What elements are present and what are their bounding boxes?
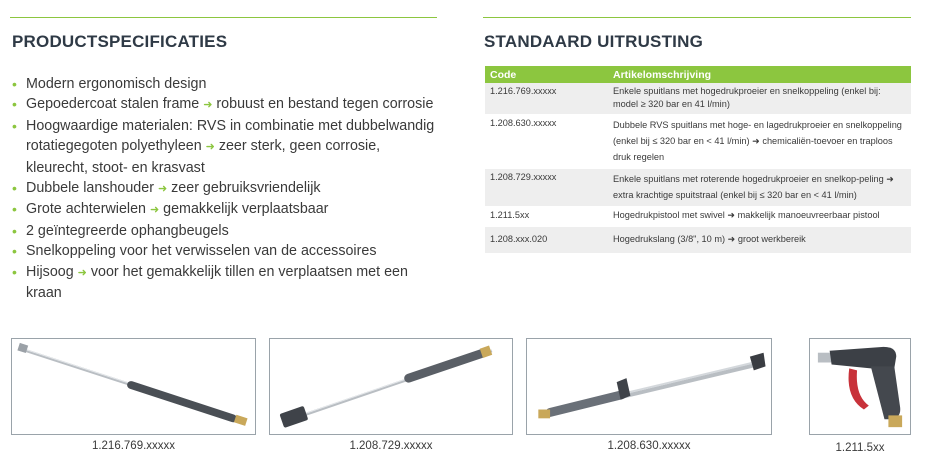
table-row: [485, 83, 911, 115]
spec-item: [12, 241, 442, 261]
column-header-code: Code: [485, 66, 608, 83]
spec-text: Modern ergonomisch design: [26, 76, 207, 92]
table-row: [485, 115, 911, 169]
spec-item: [12, 199, 442, 220]
table-row: [485, 169, 911, 207]
spec-text: Grote achterwielen: [26, 201, 150, 218]
cell-description: Enkele spuitlans met roterende hogedrukproeier en snelkop-peling ➜ extra krachtige spuitstraal (enkel bij ≤ 320 bar en < 41 l/min): [608, 169, 911, 207]
cell-code: 1.208.xxx.020: [485, 226, 608, 253]
spec-text: 2 geïntegreerde ophangbeugels: [26, 222, 229, 239]
cell-description: Hogedrukslang (3/8", 10 m) ➜ groot werkbereik: [608, 226, 911, 253]
arrow-right-icon: ➜: [203, 99, 213, 112]
photo-caption: 1.211.5xx: [835, 442, 885, 454]
arrow-right-icon: ➜: [149, 204, 160, 217]
product-photo-spray-gun: [809, 338, 911, 435]
photo-caption: 1.208.630.xxxxx: [607, 440, 691, 452]
arrow-right-icon: ➜: [77, 266, 87, 279]
cell-description: Enkele spuitlans met hogedrukproeier en snelkoppeling (enkel bij: model ≥ 320 bar en 41 l/min): [608, 83, 911, 115]
spec-text: Hijsoog: [26, 263, 78, 280]
spray-gun-icon: [810, 339, 910, 434]
specs-heading: PRODUCTSPECIFICATIES: [12, 32, 228, 51]
spec-benefit: zeer gebruiksvriendelijk: [167, 180, 321, 197]
arrow-right-icon: ➜: [157, 183, 168, 196]
spec-item: [12, 221, 442, 241]
cell-code: 1.211.5xx: [485, 207, 608, 226]
photo-caption: 1.216.769.xxxxx: [91, 440, 176, 452]
equipment-heading: STANDAARD UITRUSTING: [484, 32, 704, 51]
spec-text: Dubbele lanshouder: [26, 180, 158, 197]
product-photo-rotating-lance: [269, 338, 513, 435]
product-photo-single-lance: [11, 338, 256, 435]
spec-benefit: voor het gemakkelijk tillen en verplaatsen met een kraan: [26, 263, 408, 302]
table-row: [485, 226, 911, 253]
spec-item: [12, 262, 442, 304]
spec-benefit: zeer sterk, geen corrosie, kleurecht, stoot- en krasvast: [26, 138, 381, 176]
spec-item: [12, 74, 442, 94]
spec-benefit: gemakkelijk verplaatsbaar: [159, 201, 329, 218]
table-header-row: [485, 66, 911, 83]
spec-text: Snelkoppeling voor het verwisselen van de accessoires: [26, 243, 377, 260]
product-photo-double-lance: [526, 338, 772, 435]
spec-item: [12, 94, 442, 115]
cell-code: 1.208.630.xxxxx: [485, 115, 608, 169]
spec-list: [12, 74, 442, 303]
arrow-right-icon: ➜: [205, 141, 215, 154]
spray-lance-icon: [527, 339, 771, 434]
cell-description: Hogedrukpistool met swivel ➜ makkelijk manoeuvreerbaar pistool: [608, 207, 911, 226]
spray-lance-icon: [270, 339, 512, 434]
spec-text: Hoogwaardige materialen: RVS in combinatie met dubbelwandig rotatiegegoten polyethyleen: [26, 117, 435, 155]
spec-item: [12, 116, 442, 178]
cell-code: 1.208.729.xxxxx: [485, 169, 608, 207]
section-divider-right: [483, 17, 911, 18]
table-row: [485, 207, 911, 226]
cell-description: Dubbele RVS spuitlans met hoge- en lagedrukproeier en snelkoppeling (enkel bij ≤ 320 bar en < 41 l/min) ➜ chemicaliën-toevoer en traploos druk regelen: [608, 115, 911, 169]
spec-item: [12, 178, 442, 199]
photo-caption: 1.208.729.xxxxx: [349, 440, 433, 452]
section-divider-left: [10, 17, 437, 18]
spray-lance-icon: [12, 339, 255, 434]
cell-code: 1.216.769.xxxxx: [485, 83, 608, 115]
spec-benefit: robuust en bestand tegen corrosie: [212, 96, 434, 113]
column-header-description: Artikelomschrijving: [608, 66, 911, 83]
equipment-table: [485, 66, 911, 254]
spec-text: Gepoedercoat stalen frame: [26, 96, 204, 113]
